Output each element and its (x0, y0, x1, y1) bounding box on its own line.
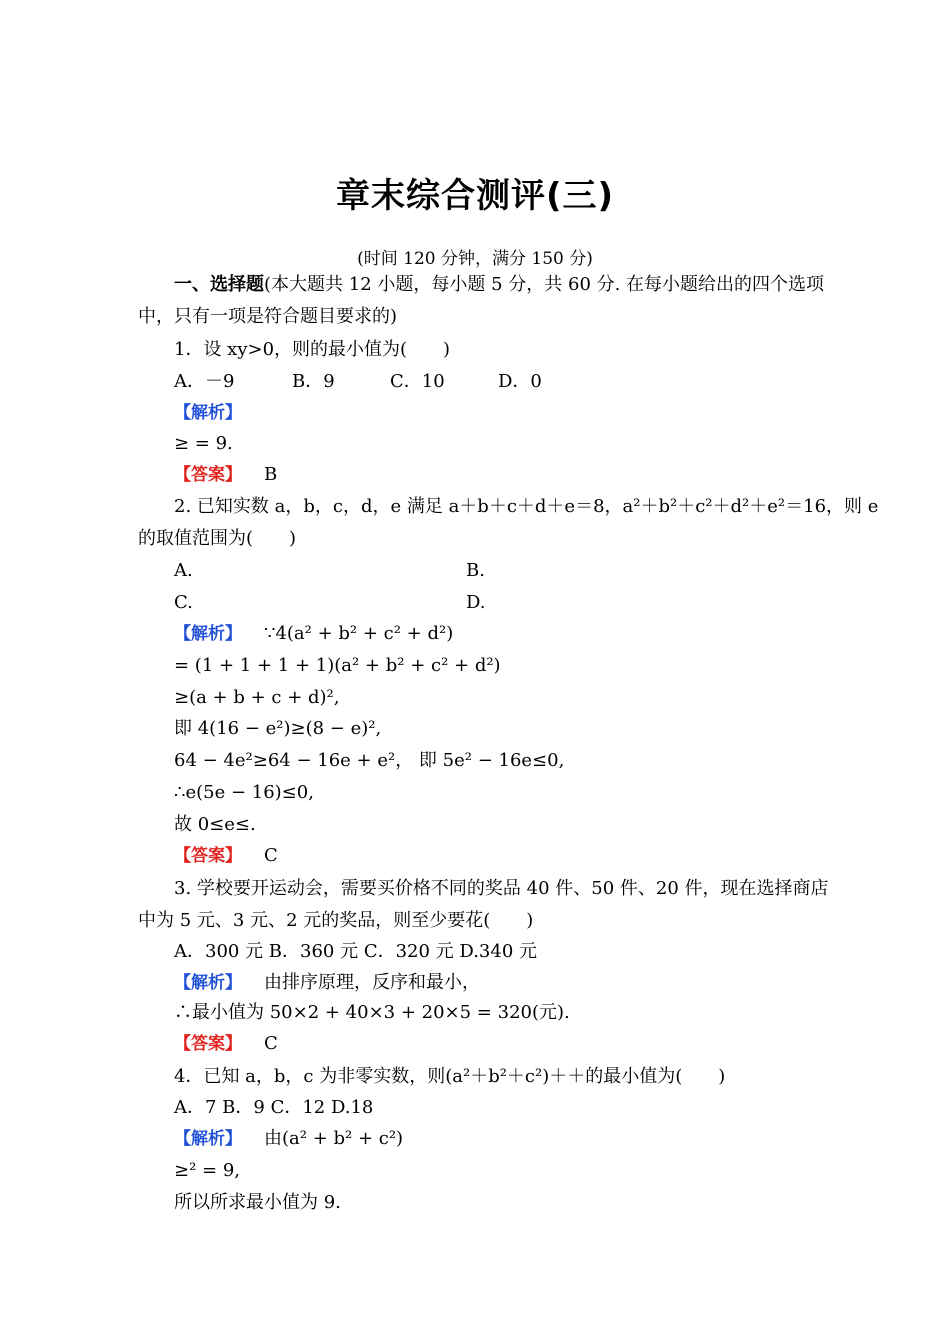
q4-options: A．7 B．9 C．12 D.18 (174, 1097, 374, 1118)
page-title: 章末综合测评(三) (335, 176, 615, 216)
analysis-label: 【解析】 (174, 1129, 242, 1149)
q2-answer: C (264, 845, 278, 866)
q4-analysis-3: 所以所求最小值为 9. (174, 1192, 341, 1213)
q3-analysis-line-1 (174, 972, 480, 994)
section-heading-line (174, 274, 824, 296)
q2-analysis-6: ∴e(5e − 16)≤0, (174, 782, 314, 803)
q3-stem-2: 中为 5 元、3 元、2 元的奖品，则至少要花( ) (138, 910, 534, 931)
q1-stem: 1．设 xy>0，则的最小值为( ) (174, 339, 451, 360)
q1-analysis-label-line (174, 402, 242, 424)
exam-info: (时间 120 分钟，满分 150 分) (357, 249, 593, 269)
q2-analysis-line-1 (174, 623, 453, 645)
answer-label: 【答案】 (174, 846, 242, 866)
q3-analysis-1: 由排序原理，反序和最小， (264, 972, 480, 993)
q2-analysis-2: = (1 + 1 + 1 + 1)(a² + b² + c² + d²) (174, 655, 501, 676)
analysis-label: 【解析】 (174, 973, 242, 993)
q1-options (174, 371, 542, 393)
q3-analysis-2: ∴最小值为 50×2 + 40×3 + 20×5 = 320(元). (174, 1002, 570, 1023)
q2-option-b: B. (466, 560, 485, 581)
q1-analysis: ≥ = 9. (174, 433, 233, 454)
q2-analysis-7: 故 0≤e≤. (174, 814, 256, 835)
q2-option-d: D. (466, 592, 486, 613)
section-desc-2: 中，只有一项是符合题目要求的) (138, 306, 398, 327)
q3-answer: C (264, 1033, 278, 1054)
q1-option-b: B．9 (292, 371, 335, 392)
q2-analysis-1: ∵4(a² + b² + c² + d²) (264, 623, 454, 644)
q1-option-d: D．0 (498, 371, 542, 392)
q2-analysis-5: 64 − 4e²≥64 − 16e + e²， 即 5e² − 16e≤0, (174, 750, 565, 771)
q4-stem: 4．已知 a，b，c 为非零实数，则(a²＋b²＋c²)＋＋的最小值为( ) (174, 1066, 726, 1087)
section-desc-1: (本大题共 12 小题，每小题 5 分，共 60 分. 在每小题给出的四个选项 (264, 274, 825, 295)
q4-analysis-1: 由(a² + b² + c²) (264, 1128, 404, 1149)
q3-answer-line (174, 1033, 278, 1055)
q2-stem-1: 2. 已知实数 a，b，c，d，e 满足 a＋b＋c＋d＋e＝8，a²＋b²＋c²＋d²＋e²＝16，则 e (174, 496, 879, 517)
q4-analysis-2: ≥² = 9, (174, 1160, 240, 1181)
q2-analysis-4: 即 4(16 − e²)≥(8 − e)², (174, 718, 382, 739)
analysis-label: 【解析】 (174, 624, 242, 644)
section-heading: 一、选择题 (174, 274, 264, 295)
q1-option-c: C．10 (390, 371, 445, 392)
q2-option-c: C. (174, 592, 193, 613)
q1-option-a: A．－9 (174, 371, 235, 392)
q1-answer: B (264, 464, 278, 485)
q2-analysis-3: ≥(a + b + c + d)², (174, 687, 340, 708)
q2-option-a: A. (174, 560, 193, 581)
answer-label: 【答案】 (174, 465, 242, 485)
q2-stem-2: 的取值范围为( ) (138, 528, 297, 549)
q1-answer-line (174, 464, 277, 486)
q3-stem-1: 3. 学校要开运动会，需要买价格不同的奖品 40 件、50 件、20 件，现在选择商店 (174, 878, 829, 899)
q2-answer-line (174, 845, 278, 867)
q3-options: A．300 元 B．360 元 C．320 元 D.340 元 (174, 941, 537, 962)
q4-analysis-line-1 (174, 1128, 403, 1150)
answer-label: 【答案】 (174, 1034, 242, 1054)
analysis-label: 【解析】 (174, 403, 242, 423)
